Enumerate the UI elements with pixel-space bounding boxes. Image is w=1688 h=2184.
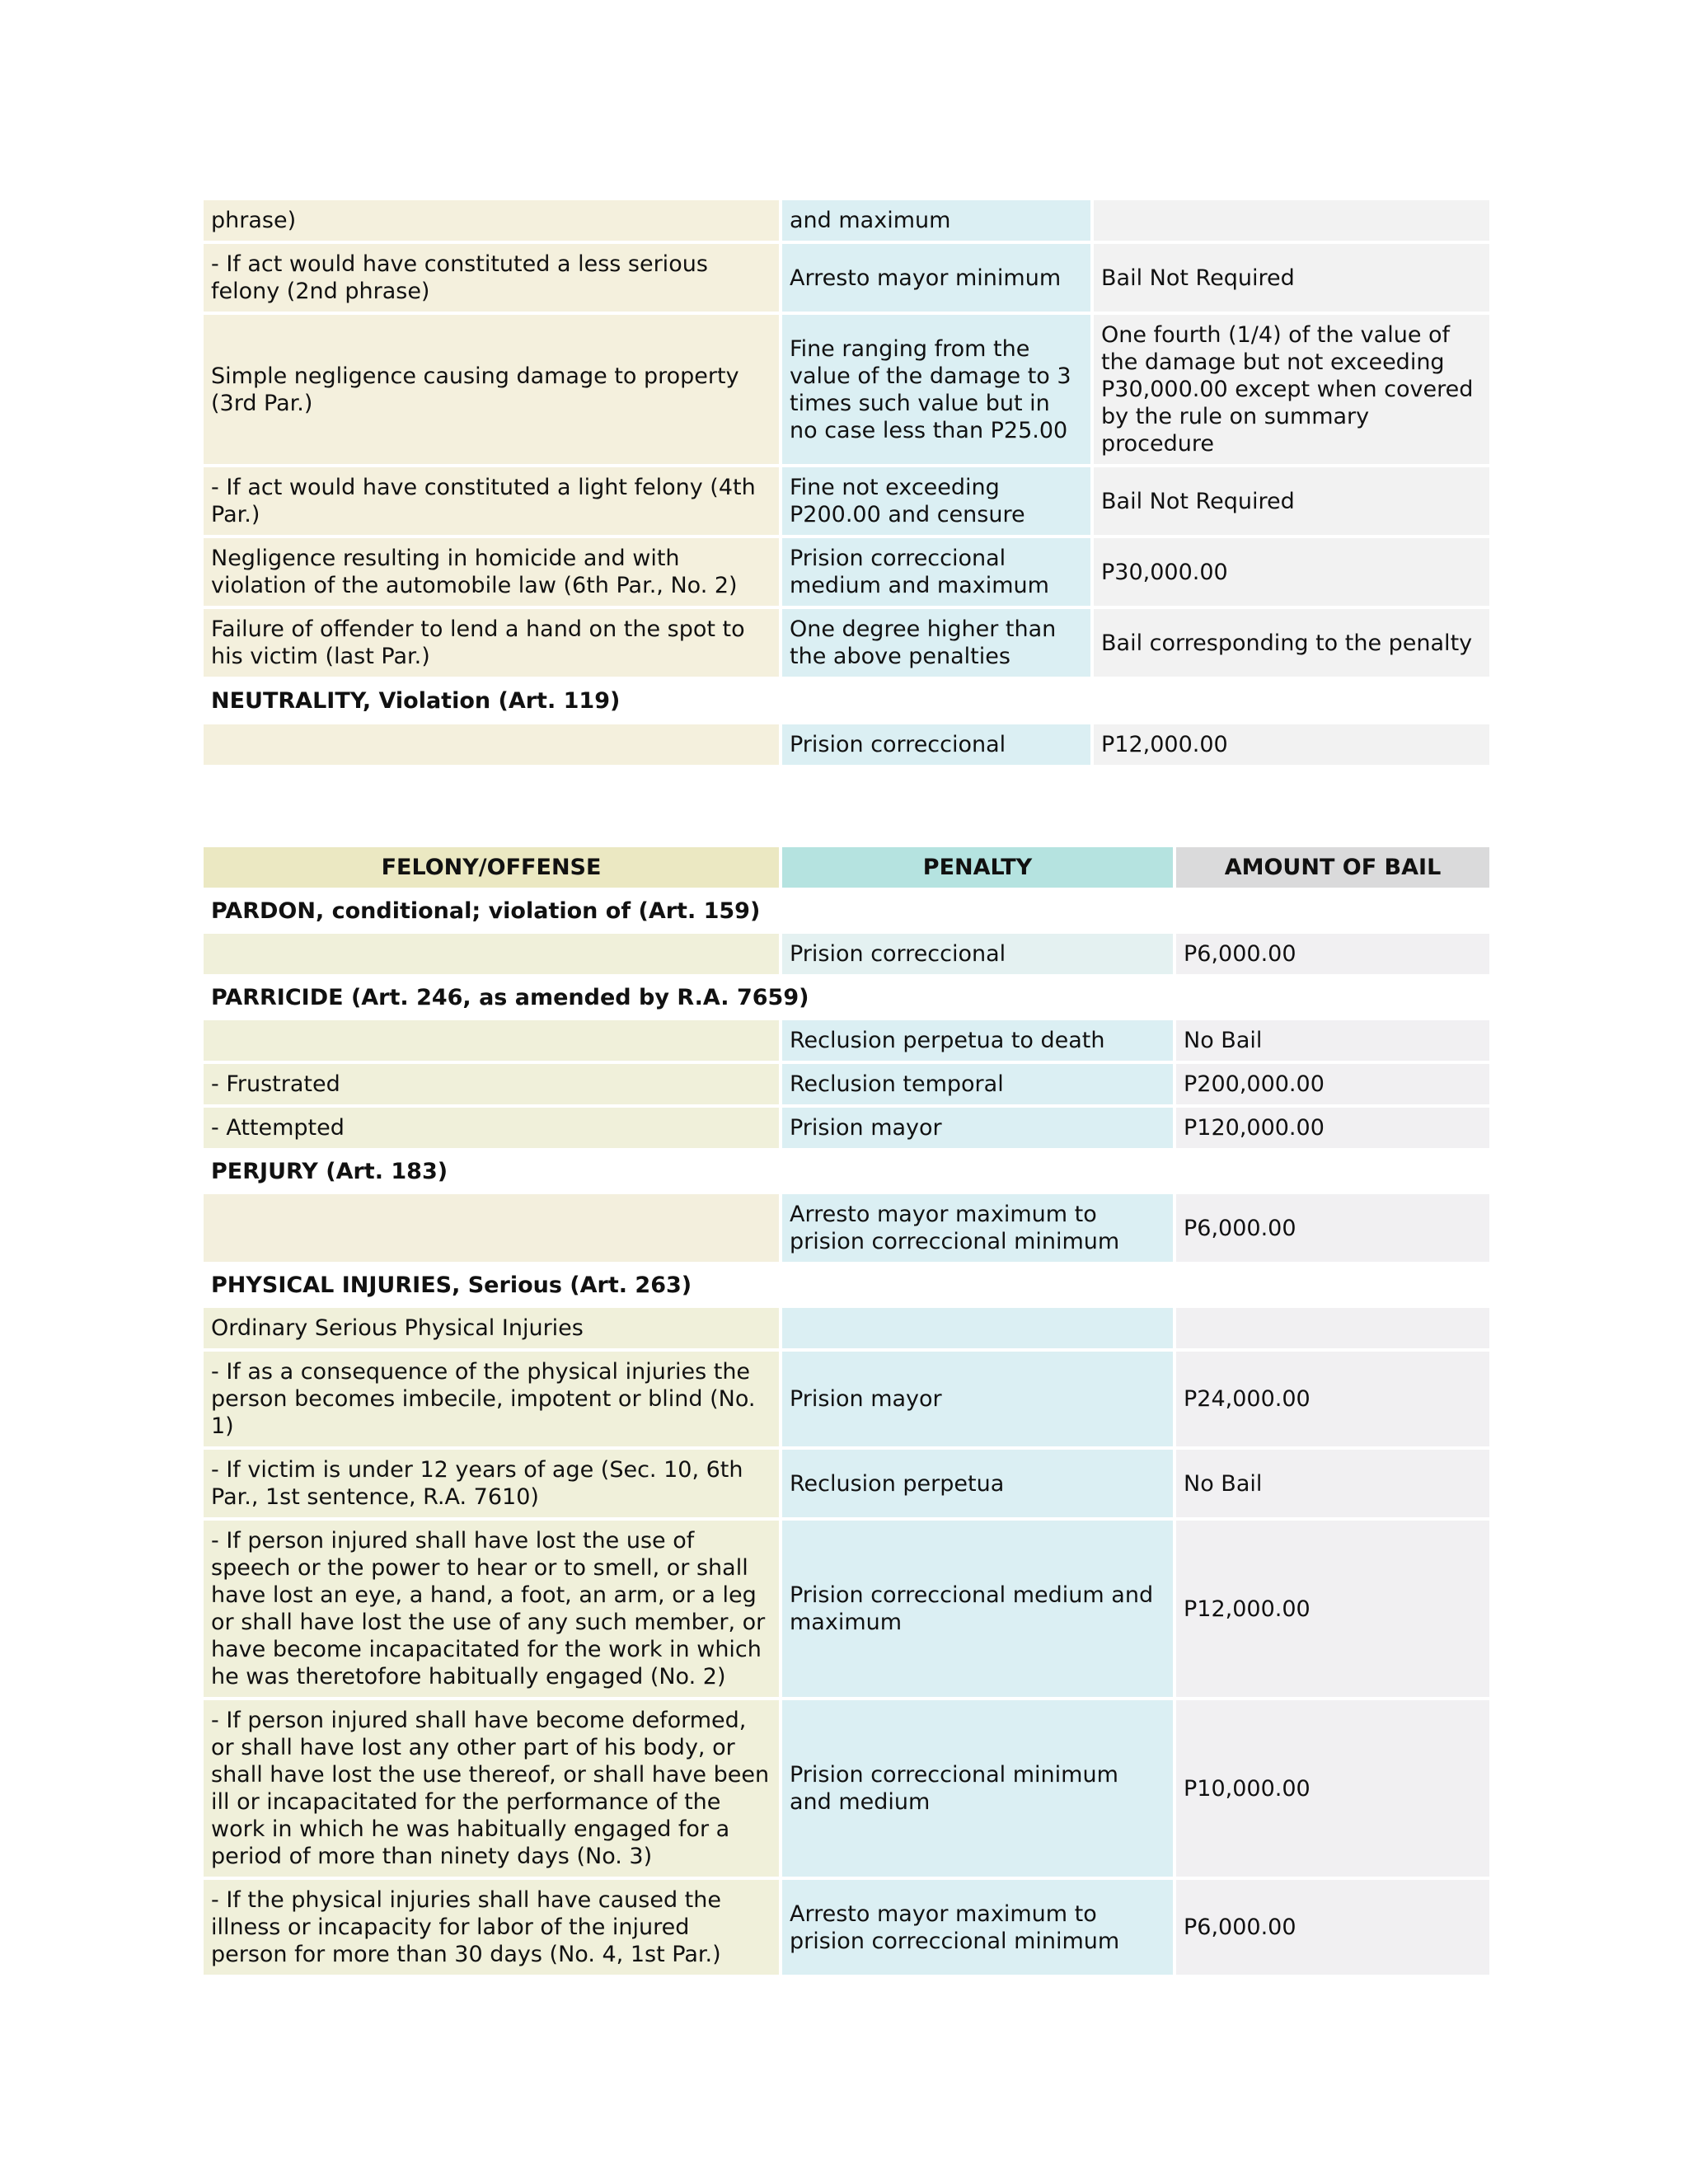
table-row — [204, 1521, 1489, 1697]
penalty-cell: Prision mayor — [782, 1352, 1173, 1446]
bail-cell: P12,000.00 — [1094, 724, 1489, 765]
offense-cell: - Attempted — [204, 1108, 779, 1148]
section-row — [204, 977, 1489, 1017]
table-row — [204, 1064, 1489, 1104]
section-row — [204, 1265, 1489, 1305]
offense-cell — [204, 1194, 779, 1262]
offense-cell: phrase) — [204, 200, 779, 241]
bail-cell: P6,000.00 — [1176, 1880, 1489, 1975]
table-row — [204, 244, 1489, 312]
bail-cell: P6,000.00 — [1176, 1194, 1489, 1262]
bail-cell: P12,000.00 — [1176, 1521, 1489, 1697]
column-header-bail: AMOUNT OF BAIL — [1176, 847, 1489, 888]
penalty-cell — [782, 1308, 1173, 1348]
offense-cell: Negligence resulting in homicide and with violation of the automobile law (6th Par., No. 2) — [204, 538, 779, 606]
bail-cell: One fourth (1/4) of the value of the damage but not exceeding P30,000.00 except when covered by the rule on summary procedure — [1094, 315, 1489, 464]
table-row — [204, 1108, 1489, 1148]
bail-cell: P200,000.00 — [1176, 1064, 1489, 1104]
offense-cell: - If victim is under 12 years of age (Sec. 10, 6th Par., 1st sentence, R.A. 7610) — [204, 1450, 779, 1517]
bail-cell — [1094, 200, 1489, 241]
offense-cell: - If act would have constituted a less serious felony (2nd phrase) — [204, 244, 779, 312]
table-row — [204, 467, 1489, 535]
penalty-cell: One degree higher than the above penalties — [782, 609, 1090, 677]
table-row — [204, 1450, 1489, 1517]
section-title: PARDON, conditional; violation of (Art. 159) — [211, 898, 761, 924]
table-row — [204, 315, 1489, 464]
bail-table — [200, 844, 1493, 1978]
bail-cell: P6,000.00 — [1176, 934, 1489, 974]
table-header-row — [204, 847, 1489, 888]
table-row — [204, 1880, 1489, 1975]
section-row — [204, 891, 1489, 930]
penalty-cell: Arresto mayor minimum — [782, 244, 1090, 312]
offense-cell: - If act would have constituted a light felony (4th Par.) — [204, 467, 779, 535]
table-row — [204, 934, 1489, 974]
offense-cell: - Frustrated — [204, 1064, 779, 1104]
bail-cell: Bail Not Required — [1094, 467, 1489, 535]
bail-cell: P24,000.00 — [1176, 1352, 1489, 1446]
table-row — [204, 724, 1489, 765]
penalty-cell: Prision correccional — [782, 934, 1173, 974]
bail-cell: P120,000.00 — [1176, 1108, 1489, 1148]
section-row — [204, 680, 1489, 721]
bail-cell: Bail corresponding to the penalty — [1094, 609, 1489, 677]
penalty-cell: Reclusion temporal — [782, 1064, 1173, 1104]
penalty-cell: Prision correccional medium and maximum — [782, 538, 1090, 606]
offense-cell — [204, 1020, 779, 1061]
table-row — [204, 1194, 1489, 1262]
table-row — [204, 1020, 1489, 1061]
section-title: PHYSICAL INJURIES, Serious (Art. 263) — [211, 1272, 692, 1298]
bail-cell: Bail Not Required — [1094, 244, 1489, 312]
offense-cell: - If as a consequence of the physical injuries the person becomes imbecile, impotent or blind (No. 1) — [204, 1352, 779, 1446]
table-row — [204, 200, 1489, 241]
penalty-cell: Prision mayor — [782, 1108, 1173, 1148]
bail-cell: P30,000.00 — [1094, 538, 1489, 606]
bail-cell — [1176, 1308, 1489, 1348]
offense-cell: - If person injured shall have become deformed, or shall have lost any other part of his body, or shall have lost the use thereof, or shall have been ill or incapacitated for the performance of the work in which he was habitually engaged for a period of more than ninety days (No. 3) — [204, 1700, 779, 1877]
offense-cell: Failure of offender to lend a hand on the spot to his victim (last Par.) — [204, 609, 779, 677]
table-row — [204, 538, 1489, 606]
penalty-cell: Fine ranging from the value of the damage to 3 times such value but in no case less than P25.00 — [782, 315, 1090, 464]
table-row — [204, 1700, 1489, 1877]
penalty-cell: Prision correccional medium and maximum — [782, 1521, 1173, 1697]
penalty-cell: Reclusion perpetua to death — [782, 1020, 1173, 1061]
penalty-cell: Arresto mayor maximum to prision correccional minimum — [782, 1194, 1173, 1262]
penalty-cell: Prision correccional minimum and medium — [782, 1700, 1173, 1877]
penalty-cell: Arresto mayor maximum to prision correccional minimum — [782, 1880, 1173, 1975]
penalty-cell: and maximum — [782, 200, 1090, 241]
bail-cell: No Bail — [1176, 1020, 1489, 1061]
column-header-offense: FELONY/OFFENSE — [204, 847, 779, 888]
offense-cell: Simple negligence causing damage to property (3rd Par.) — [204, 315, 779, 464]
penalty-cell: Reclusion perpetua — [782, 1450, 1173, 1517]
section-title: PERJURY (Art. 183) — [211, 1158, 448, 1184]
bail-table-continued — [200, 197, 1493, 768]
table-row — [204, 609, 1489, 677]
offense-cell — [204, 724, 779, 765]
column-header-penalty: PENALTY — [782, 847, 1173, 888]
penalty-cell: Fine not exceeding P200.00 and censure — [782, 467, 1090, 535]
section-row — [204, 1151, 1489, 1191]
section-title: PARRICIDE (Art. 246, as amended by R.A. 7659) — [211, 984, 809, 1010]
bail-cell: P10,000.00 — [1176, 1700, 1489, 1877]
offense-cell — [204, 934, 779, 974]
table-row — [204, 1308, 1489, 1348]
offense-cell: - If person injured shall have lost the use of speech or the power to hear or to smell, or shall have lost an eye, a hand, a foot, an arm, or a leg or shall have lost the use of any such member, or have become incapacitated for the work in which he was theretofore habitually engaged (No. 2) — [204, 1521, 779, 1697]
offense-cell: Ordinary Serious Physical Injuries — [204, 1308, 779, 1348]
offense-cell: - If the physical injuries shall have caused the illness or incapacity for labor of the injured person for more than 30 days (No. 4, 1st Par.) — [204, 1880, 779, 1975]
table-row — [204, 1352, 1489, 1446]
penalty-cell: Prision correccional — [782, 724, 1090, 765]
section-title: NEUTRALITY, Violation (Art. 119) — [211, 687, 621, 714]
bail-cell: No Bail — [1176, 1450, 1489, 1517]
